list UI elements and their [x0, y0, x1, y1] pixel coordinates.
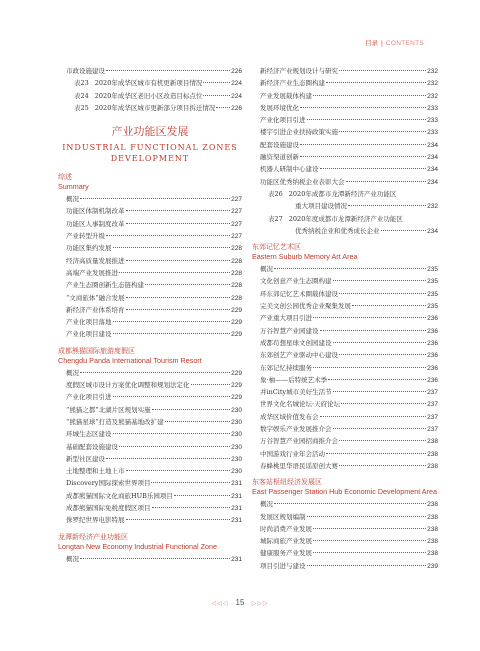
toc-entry-page: 229 — [231, 306, 242, 314]
toc-entry-title: 侏罗纪世界电影特展 — [66, 516, 125, 525]
toc-entry-title: 2020年成华区老旧小区改造目标点位 — [94, 91, 203, 100]
dot-leader — [151, 482, 230, 483]
toc-entry[interactable] — [252, 326, 438, 338]
toc-entry[interactable] — [252, 289, 438, 301]
toc-entry[interactable] — [252, 301, 438, 313]
toc-entry-page: 232 — [427, 203, 438, 211]
toc-entry[interactable] — [58, 305, 242, 317]
dot-leader — [313, 317, 426, 318]
toc-entry-page: 235 — [427, 290, 438, 298]
toc-entry[interactable] — [252, 375, 438, 387]
toc-entry-title: 概况 — [66, 195, 79, 204]
footer-arrows-right: ▷▷▷ — [251, 601, 269, 607]
dot-leader — [106, 235, 230, 236]
toc-entry-page: 238 — [427, 501, 438, 509]
toc-entry[interactable] — [252, 536, 438, 548]
dot-leader — [274, 503, 426, 504]
chapter-title-en-line2: DEVELOPMENT — [110, 154, 190, 164]
toc-entry[interactable] — [58, 268, 242, 280]
toc-entry-page: 234 — [427, 178, 438, 186]
toc-entry-title: 成都苟想星球文创园建设 — [260, 338, 332, 347]
header-separator: | — [381, 40, 383, 47]
table-number: 表26 — [268, 189, 283, 198]
toc-entry-title: 环东郊记忆艺术圈载体建设 — [260, 289, 338, 298]
section-heading-zh[interactable]: 东客站枢纽经济发展区 — [252, 478, 322, 487]
dot-leader — [126, 223, 231, 224]
toc-entry-title: 配套设施建设 — [260, 140, 299, 149]
dot-leader — [313, 528, 426, 529]
header-title-en: CONTENTS — [385, 40, 424, 47]
toc-entry[interactable] — [252, 78, 438, 90]
section-heading-en: Summary — [58, 182, 89, 192]
dot-leader — [381, 230, 427, 231]
toc-entry[interactable] — [252, 127, 438, 139]
toc-entry-title: 楼宇引进企业扶持政策实施 — [260, 128, 338, 137]
dot-leader — [126, 309, 231, 310]
toc-entry-page: 235 — [427, 303, 438, 311]
section-heading-zh[interactable]: 龙潭新经济产业功能区 — [58, 532, 128, 541]
section-heading-en: Longtan New Economy Industrial Functional Zone — [58, 541, 218, 551]
dot-leader — [352, 305, 426, 306]
dot-leader — [339, 354, 426, 355]
toc-entry-title: 产业化项目引进 — [260, 116, 306, 125]
dot-leader — [274, 268, 426, 269]
toc-entry-title: 成都熊猫国际文化商旅HUB乐园项目 — [66, 491, 173, 500]
toc-entry-page: 231 — [231, 517, 242, 525]
section-heading-en: East Passenger Station Hub Economic Development Area — [252, 487, 437, 497]
toc-entry-page: 238 — [427, 462, 438, 470]
chapter-title-en — [58, 142, 242, 164]
toc-entry-page: 227 — [231, 208, 242, 216]
toc-entry[interactable] — [58, 317, 242, 329]
section-heading-zh[interactable]: 成都熊猫国际旅游度假区 — [58, 346, 135, 355]
page-number: 15 — [235, 598, 245, 607]
toc-entry-title: 新型社区建设 — [66, 454, 105, 463]
dot-leader — [106, 70, 230, 71]
toc-entry-title: 产业发展载体构建 — [260, 91, 312, 100]
dot-leader — [126, 470, 231, 471]
toc-entry-title: “文商旅体”融合发展 — [66, 293, 125, 302]
toc-entry[interactable] — [252, 561, 438, 573]
toc-entry-title: “熊猫之都”北湖片区规划实施 — [66, 405, 151, 414]
toc-entry-title: 2020年成华区城市有机更新项目情况 — [94, 79, 203, 88]
toc-entry-page: 236 — [427, 327, 438, 335]
toc-entry[interactable] — [252, 499, 438, 511]
toc-entry-page: 233 — [427, 104, 438, 112]
toc-entry[interactable] — [58, 429, 242, 441]
section-heading-en: Chengdu Panda International Tourism Resort — [58, 355, 202, 365]
toc-entry-title: 新经济产业体系培育 — [66, 305, 125, 314]
toc-entry[interactable] — [252, 363, 438, 375]
toc-entry-page: 224 — [231, 80, 242, 88]
toc-entry-title: 完美文创公园优秀企业聚集发展 — [260, 302, 351, 311]
toc-entry[interactable] — [58, 368, 242, 380]
toc-entry-page: 237 — [427, 401, 438, 409]
toc-entry-page: 234 — [427, 166, 438, 174]
dot-leader — [307, 516, 427, 517]
toc-entry-title: 新经济产业生态圈构建 — [260, 79, 325, 88]
toc-entry-title: 数字娱乐产业发展推介会 — [260, 425, 332, 434]
toc-entry[interactable] — [252, 152, 438, 164]
table-number: 表27 — [268, 214, 283, 223]
toc-entry-title: 基础配套设施建设 — [66, 442, 118, 451]
toc-entry[interactable] — [58, 442, 242, 454]
toc-entry-title: 融资渠道创新 — [260, 153, 299, 162]
dot-leader — [333, 280, 427, 281]
table-number: 表24 — [74, 91, 89, 100]
dot-leader — [126, 260, 231, 261]
toc-entry-page: 238 — [427, 438, 438, 446]
chapter-title — [58, 123, 242, 164]
dot-leader — [126, 519, 231, 520]
dot-leader — [333, 391, 427, 392]
toc-entry-page: 234 — [427, 227, 438, 235]
dot-leader — [313, 367, 426, 368]
toc-entry[interactable] — [58, 392, 242, 404]
dot-leader — [80, 198, 230, 199]
toc-entry-title: 新经济产业规划设计与研究 — [260, 67, 338, 75]
toc-entry-title: 万谷智慧产业园建设 — [260, 326, 319, 335]
dot-leader — [307, 119, 427, 120]
toc-entry-title: 成华区域价值发布会 — [260, 412, 319, 421]
toc-entry[interactable] — [58, 243, 242, 255]
dot-leader — [191, 384, 231, 385]
toc-entry-page: 231 — [231, 480, 242, 488]
section-heading-en: Eastern Suburb Memory Art Area — [252, 252, 358, 262]
toc-entry[interactable] — [252, 140, 438, 152]
dot-leader — [307, 565, 427, 566]
toc-entry-title: 产业生态圈创新生态链构建 — [66, 281, 144, 290]
toc-entry-title: 高端产业发展推进 — [66, 268, 118, 277]
toc-entry-page: 229 — [231, 369, 242, 377]
toc-entry-page: 231 — [231, 505, 242, 513]
toc-entry-page: 237 — [427, 413, 438, 421]
toc-entry-page: 234 — [427, 141, 438, 149]
toc-entry-page: 232 — [427, 92, 438, 100]
dot-leader — [216, 107, 230, 108]
toc-entry[interactable] — [252, 412, 438, 424]
toc-entry[interactable] — [252, 449, 438, 461]
toc-entry-page: 228 — [231, 269, 242, 277]
toc-entry-title: 象·柚——后特统艺术季 — [260, 375, 328, 384]
toc-entry[interactable] — [252, 201, 438, 213]
toc-entry[interactable] — [252, 399, 438, 411]
toc-entry-title: 功能区体制机制改革 — [66, 207, 125, 216]
header-title-zh: 目录 — [365, 40, 379, 47]
toc-entry-page: 235 — [427, 278, 438, 286]
toc-entry[interactable] — [58, 329, 242, 341]
footer-arrows-left: ◁◁◁ — [211, 601, 229, 607]
dot-leader — [113, 247, 231, 248]
toc-entry-page: 228 — [231, 257, 242, 265]
dot-leader — [119, 446, 230, 447]
dot-leader — [320, 416, 427, 417]
toc-entry-page: 231 — [231, 555, 242, 563]
toc-entry[interactable] — [252, 461, 438, 473]
toc-entry[interactable] — [58, 478, 242, 490]
toc-entry[interactable] — [58, 417, 242, 429]
toc-entry[interactable] — [252, 115, 438, 127]
toc-entry-page: 230 — [231, 418, 242, 426]
toc-entry-page: 238 — [427, 538, 438, 546]
section-heading-zh[interactable]: 综述 — [58, 173, 72, 182]
toc-entry-page: 239 — [427, 562, 438, 570]
toc-entry-title: 时尚消费产业发展 — [260, 524, 312, 533]
dot-leader — [145, 284, 230, 285]
toc-right-column — [252, 66, 438, 573]
toc-entry-title: 产业重大项目引进 — [260, 314, 312, 323]
dot-leader — [119, 272, 230, 273]
dot-leader — [333, 342, 427, 343]
toc-entry[interactable] — [58, 405, 242, 417]
toc-entry-title: 产业化项目落地 — [66, 318, 112, 327]
toc-entry-page: 229 — [231, 382, 242, 390]
toc-entry-title: 产业化项目引进 — [66, 393, 112, 402]
toc-entry-title: 成都熊猫国际免税度假区项目 — [66, 504, 151, 513]
toc-entry[interactable] — [252, 214, 438, 226]
toc-entry-page: 230 — [231, 455, 242, 463]
toc-entry-page: 229 — [231, 319, 242, 327]
toc-entry[interactable] — [58, 256, 242, 268]
toc-entry[interactable] — [252, 264, 438, 276]
toc-entry-page: 227 — [231, 233, 242, 241]
toc-entry-page: 228 — [231, 245, 242, 253]
chapter-title-zh[interactable]: 产业功能区发展 — [111, 125, 189, 139]
toc-entry-page: 235 — [427, 266, 438, 274]
toc-entry-title: 度假区城市设计方案优化调整和规划法定化 — [66, 381, 190, 390]
table-number: 表23 — [74, 79, 89, 88]
toc-entry-title: 项目引进与建设 — [260, 561, 306, 570]
toc-entry-title: 机器人研制中心建设 — [260, 165, 319, 174]
toc-entry[interactable] — [252, 276, 438, 288]
toc-entry-title: 中国游戏行业年会活动 — [260, 449, 325, 458]
toc-entry-page: 230 — [231, 468, 242, 476]
toc-entry-title: 2020年成华区城市更新部分项目拆迁情况 — [94, 103, 216, 112]
toc-entry[interactable] — [252, 512, 438, 524]
toc-entry-page: 230 — [231, 431, 242, 439]
toc-entry[interactable] — [58, 206, 242, 218]
toc-entry-page: 237 — [427, 389, 438, 397]
toc-entry[interactable] — [252, 91, 438, 103]
toc-left-column — [58, 66, 242, 566]
dot-leader — [333, 428, 427, 429]
toc-entry[interactable] — [58, 503, 242, 515]
dot-leader — [300, 156, 426, 157]
toc-entry-page: 236 — [427, 352, 438, 360]
toc-entry-page: 236 — [427, 339, 438, 347]
toc-entry-page: 227 — [231, 220, 242, 228]
section-heading-zh[interactable]: 东郊记忆艺术区 — [252, 243, 301, 252]
toc-entry-title: 功能区人事制度改革 — [66, 219, 125, 228]
dot-leader — [339, 440, 426, 441]
toc-entry-page: 233 — [427, 129, 438, 137]
dot-leader — [80, 558, 230, 559]
toc-entry-page: 238 — [427, 525, 438, 533]
running-header — [365, 38, 424, 47]
dot-leader — [113, 333, 231, 334]
dot-leader — [341, 403, 426, 404]
toc-entry[interactable] — [58, 103, 242, 115]
toc-entry-title: 发展区规划编制 — [260, 512, 306, 521]
toc-entry-title: 概况 — [66, 554, 79, 563]
toc-entry[interactable] — [58, 66, 242, 78]
toc-entry-page: 230 — [231, 443, 242, 451]
dot-leader — [126, 210, 231, 211]
toc-entry-title: “熊猫星球”打造及熊猫基地改扩建 — [66, 417, 164, 426]
dot-leader — [113, 396, 231, 397]
toc-entry-title: 发展环境优化 — [260, 103, 299, 112]
toc-entry-title: 环城生态区建设 — [66, 430, 112, 439]
dot-leader — [339, 293, 426, 294]
toc-entry[interactable] — [58, 454, 242, 466]
chapter-title-en-line1: INDUSTRIAL FUNCTIONAL ZONES — [62, 143, 238, 153]
page-footer — [0, 598, 480, 607]
toc-entry-page: 232 — [427, 80, 438, 88]
dot-leader — [300, 144, 426, 145]
dot-leader — [80, 372, 230, 373]
toc-entry-title: Discovery国际探索世界项目 — [66, 479, 151, 488]
dot-leader — [126, 297, 230, 298]
toc-entry-page: 228 — [231, 294, 242, 302]
toc-entry[interactable] — [252, 350, 438, 362]
toc-entry-title: 世界文化名城论坛·天府论坛 — [260, 400, 341, 409]
toc-entry-page: 232 — [427, 68, 438, 75]
toc-entry[interactable] — [58, 78, 242, 90]
toc-entry-title: 功能区集约发展 — [66, 244, 112, 253]
dot-leader — [313, 552, 426, 553]
toc-entry[interactable] — [58, 491, 242, 503]
toc-entry[interactable] — [252, 338, 438, 350]
toc-entry-page: 224 — [231, 92, 242, 100]
toc-entry-title: 功能区优秀纳税企业表彰大会 — [260, 177, 345, 186]
toc-entry[interactable] — [252, 387, 438, 399]
dot-leader — [113, 433, 231, 434]
toc-entry-page: 236 — [427, 315, 438, 323]
dot-leader — [320, 168, 427, 169]
toc-entry-page: 230 — [231, 406, 242, 414]
toc-entry-title: 春蜂桃里华语民谣原创大赛 — [260, 461, 338, 470]
toc-entry[interactable] — [252, 436, 438, 448]
toc-entry[interactable] — [252, 103, 438, 115]
toc-entry-title: 市政设施建设 — [66, 67, 105, 75]
dot-leader — [313, 95, 426, 96]
toc-entry-title: 概况 — [260, 265, 273, 274]
toc-entry[interactable] — [58, 231, 242, 243]
toc-entry-title: 2020年成都市龙潭新经济产业功能区 — [288, 189, 397, 198]
table-number: 表25 — [74, 103, 89, 112]
toc-entry-title: 土地整理和土地上市 — [66, 467, 125, 476]
dot-leader — [339, 131, 426, 132]
toc-entry-page: 233 — [427, 117, 438, 125]
toc-entry-page: 229 — [231, 331, 242, 339]
toc-entry[interactable] — [252, 313, 438, 325]
dot-leader — [152, 507, 231, 508]
toc-entry-page: 229 — [231, 394, 242, 402]
toc-entry[interactable] — [58, 466, 242, 478]
toc-entry[interactable] — [58, 219, 242, 231]
dot-leader — [300, 107, 426, 108]
toc-entry-page: 227 — [231, 196, 242, 204]
toc-entry[interactable] — [58, 91, 242, 103]
dot-leader — [339, 70, 426, 71]
toc-entry-page: 238 — [427, 450, 438, 458]
toc-entry-page: 237 — [427, 426, 438, 434]
toc-entry-page: 226 — [231, 68, 242, 75]
toc-entry[interactable] — [252, 66, 438, 78]
toc-entry-page: 238 — [427, 550, 438, 558]
dot-leader — [174, 495, 230, 496]
toc-entry-page: 231 — [231, 492, 242, 500]
dot-leader — [339, 465, 426, 466]
toc-entry-page: 236 — [427, 376, 438, 384]
toc-entry[interactable] — [58, 380, 242, 392]
dot-leader — [113, 321, 231, 322]
toc-entry[interactable] — [58, 293, 242, 305]
toc-entry-title: 东郊记忆持续服务 — [260, 363, 312, 372]
dot-leader — [346, 181, 427, 182]
toc-entry-title: 概况 — [66, 368, 79, 377]
toc-entry[interactable] — [58, 554, 242, 566]
toc-entry-page: 226 — [231, 104, 242, 112]
toc-entry-page: 228 — [231, 282, 242, 290]
toc-entry-title: 2020年度成都市龙潭新经济产业功能区 — [288, 214, 403, 223]
toc-entry-title: 产业化项目建设 — [66, 330, 112, 339]
toc-entry-title: 重大项目建设情况 — [295, 202, 347, 211]
dot-leader — [203, 82, 230, 83]
toc-entry[interactable] — [252, 177, 438, 189]
toc-entry[interactable] — [252, 189, 438, 201]
toc-entry[interactable] — [58, 515, 242, 527]
dot-leader — [165, 421, 230, 422]
dot-leader — [106, 458, 230, 459]
dot-leader — [328, 379, 426, 380]
toc-entry-title: 健康服务产业发展 — [260, 549, 312, 558]
toc-entry[interactable] — [252, 424, 438, 436]
toc-entry-page: 234 — [427, 154, 438, 162]
toc-entry-title: 东郊创艺产业驱动中心建设 — [260, 351, 338, 360]
dot-leader — [326, 82, 426, 83]
toc-entry[interactable] — [58, 194, 242, 206]
dot-leader — [152, 409, 230, 410]
toc-entry[interactable] — [252, 164, 438, 176]
dot-leader — [348, 205, 426, 206]
dot-leader — [326, 453, 426, 454]
toc-entry-title: 经济高质量发展推进 — [66, 256, 125, 265]
dot-leader — [203, 95, 230, 96]
toc-entry-title: 概况 — [260, 500, 273, 509]
dot-leader — [320, 330, 427, 331]
toc-entry[interactable] — [58, 280, 242, 292]
toc-entry-page: 236 — [427, 364, 438, 372]
toc-entry[interactable] — [252, 524, 438, 536]
toc-entry-title: 产业转型升级 — [66, 232, 105, 241]
toc-entry-title: 优秀纳税企业和优秀成长企业 — [295, 226, 380, 235]
toc-entry-page: 238 — [427, 513, 438, 521]
toc-entry-title: 文化创意产业生态圈构建 — [260, 277, 332, 286]
toc-entry[interactable] — [252, 226, 438, 238]
dot-leader — [313, 540, 426, 541]
toc-entry-title: 城际商旅产业发展 — [260, 537, 312, 546]
toc-entry-title: 并inCity城市美好生活节 — [260, 388, 332, 397]
toc-entry-title: 万谷智慧产业园招商推介会 — [260, 437, 338, 446]
toc-entry[interactable] — [252, 548, 438, 560]
